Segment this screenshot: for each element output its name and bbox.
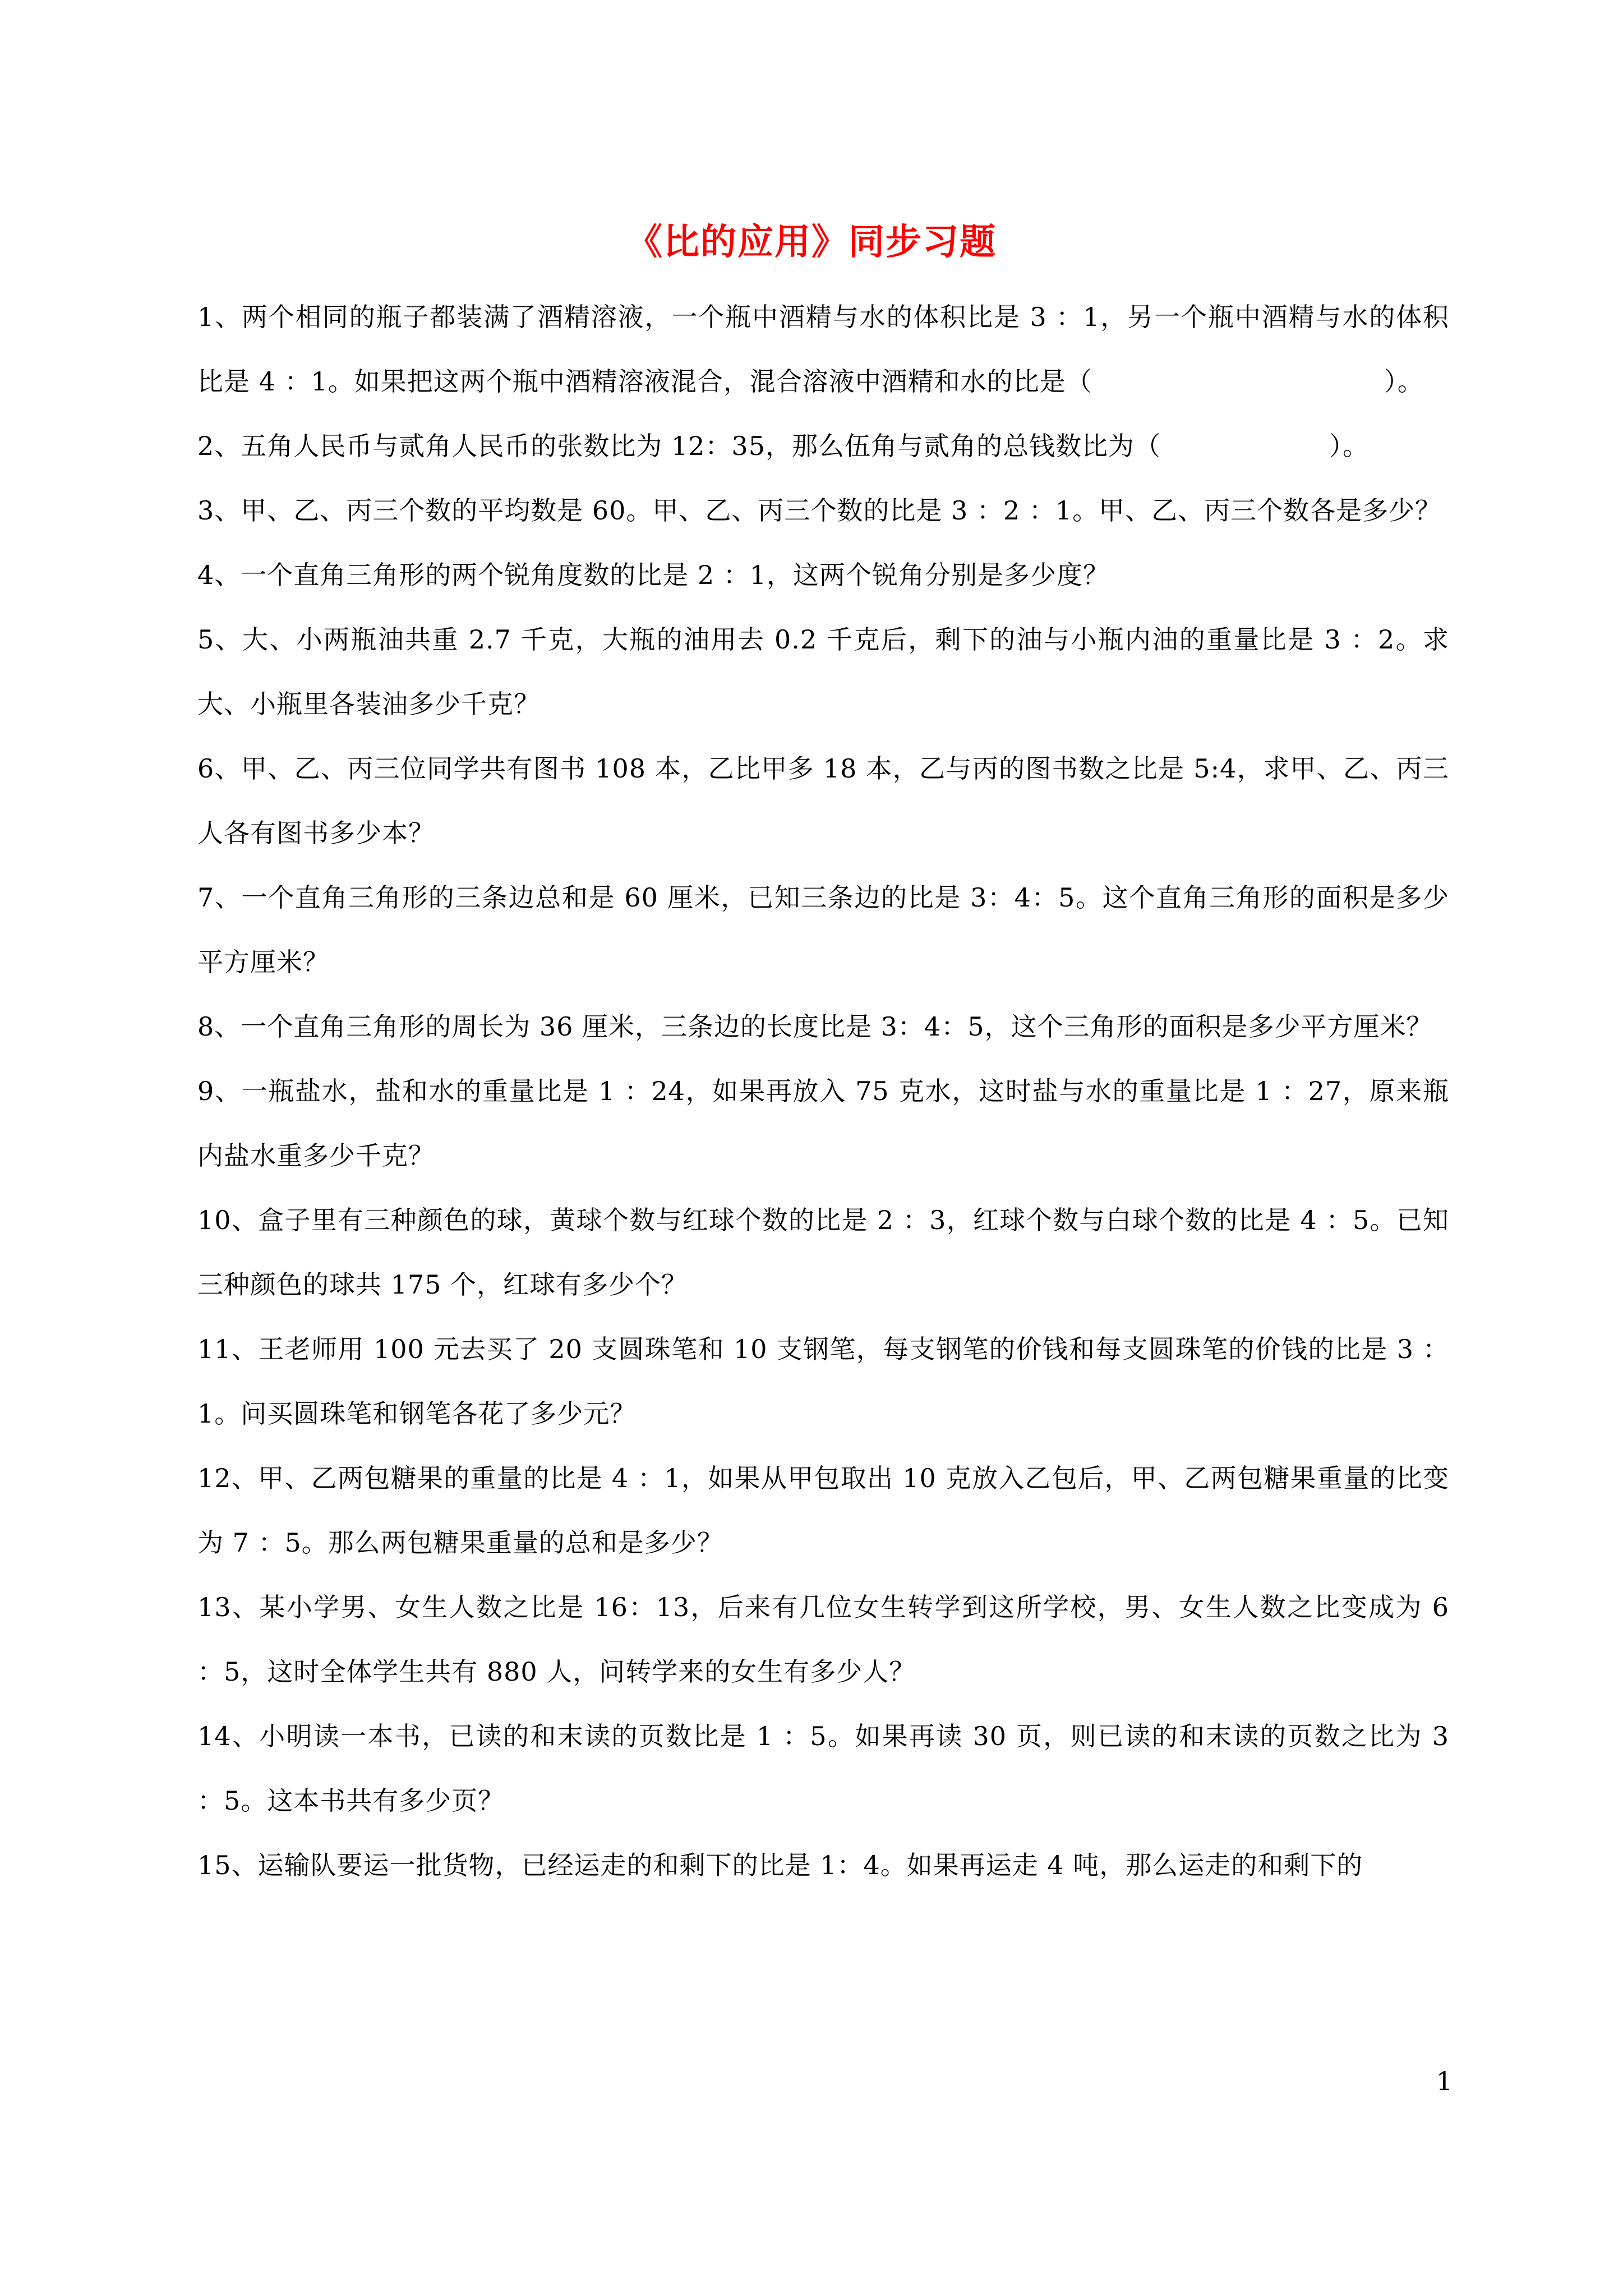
problem-9 (197, 1059, 1449, 1188)
page-number: 1 (1436, 2066, 1453, 2096)
problem-2-text-end: ）。 (1329, 431, 1369, 461)
problem-list (197, 285, 1449, 1898)
problem-2-text: 2、五角人民币与贰角人民币的张数比为 12：35，那么伍角与贰角的总钱数比为（ (197, 431, 1161, 461)
problem-10-text: 10、盒子里有三种颜色的球，黄球个数与红球个数的比是 2 ：3，红球个数与白球个数的比是 4 ：5。已知三种颜色的球共 175 个，红球有多少个？ (197, 1205, 1449, 1300)
problem-14 (197, 1704, 1449, 1833)
problem-1-text-end: ）。 (1384, 366, 1424, 397)
problem-13 (197, 1575, 1449, 1704)
page-title: 《比的应用》同步习题 (626, 221, 997, 263)
problem-10 (197, 1188, 1449, 1317)
problem-6 (197, 737, 1449, 866)
problem-4 (197, 543, 1449, 608)
problem-5-text: 5、大、小两瓶油共重 2.7 千克，大瓶的油用去 0.2 千克后，剩下的油与小瓶内油的重量比是 3 ：2。求大、小瓶里各装油多少千克？ (197, 624, 1449, 719)
problem-8 (197, 995, 1449, 1059)
problem-12 (197, 1446, 1449, 1575)
problem-1-text: 1、两个相同的瓶子都装满了酒精溶液，一个瓶中酒精与水的体积比是 3 ：1，另一个瓶中酒精与水的体积比是 4 ：1。如果把这两个瓶中酒精溶液混合，混合溶液中酒精和水的比是（ (197, 302, 1449, 397)
problem-7-text: 7、一个直角三角形的三条边总和是 60 厘米，已知三条边的比是 3：4：5。这个直角三角形的面积是多少平方厘米？ (197, 882, 1449, 977)
problem-12-text: 12、甲、乙两包糖果的重量的比是 4 ：1，如果从甲包取出 10 克放入乙包后，甲、乙两包糖果重量的比变为 7 ：5。那么两包糖果重量的总和是多少？ (197, 1463, 1449, 1558)
problem-1 (197, 285, 1449, 414)
problem-11 (197, 1317, 1449, 1446)
problem-8-text: 8、一个直角三角形的周长为 36 厘米，三条边的长度比是 3：4：5，这个三角形的面积是多少平方厘米？ (197, 1011, 1433, 1042)
problem-15-text: 15、运输队要运一批货物，已经运走的和剩下的比是 1：4。如果再运走 4 吨，那么运走的和剩下的 (197, 1850, 1363, 1880)
problem-15 (197, 1833, 1449, 1898)
problem-11-text: 11、王老师用 100 元去买了 20 支圆珠笔和 10 支钢笔，每支钢笔的价钱和每支圆珠笔的价钱的比是 3 ：1。问买圆珠笔和钢笔各花了多少元？ (197, 1334, 1449, 1429)
problem-3 (197, 478, 1449, 543)
problem-4-text: 4、一个直角三角形的两个锐角度数的比是 2 ：1，这两个锐角分别是多少度？ (197, 560, 1110, 590)
problem-7 (197, 866, 1449, 995)
problem-2 (197, 414, 1449, 478)
problem-6-text: 6、甲、乙、丙三位同学共有图书 108 本，乙比甲多 18 本，乙与丙的图书数之比是 5:4，求甲、乙、丙三人各有图书多少本？ (197, 753, 1449, 848)
problem-5 (197, 608, 1449, 737)
problem-3-text: 3、甲、乙、丙三个数的平均数是 60。甲、乙、丙三个数的比是 3 ：2 ：1。甲、乙、丙三个数各是多少？ (197, 495, 1442, 526)
problem-9-text: 9、一瓶盐水，盐和水的重量比是 1 ：24，如果再放入 75 克水，这时盐与水的重量比是 1 ：27，原来瓶内盐水重多少千克？ (197, 1076, 1449, 1171)
problem-14-text: 14、小明读一本书，已读的和末读的页数比是 1 ：5。如果再读 30 页，则已读的和末读的页数之比为 3 ：5。这本书共有多少页？ (197, 1721, 1449, 1816)
problem-13-text: 13、某小学男、女生人数之比是 16：13，后来有几位女生转学到这所学校，男、女生人数之比变成为 6 ：5，这时全体学生共有 880 人，问转学来的女生有多少人？ (197, 1592, 1449, 1687)
